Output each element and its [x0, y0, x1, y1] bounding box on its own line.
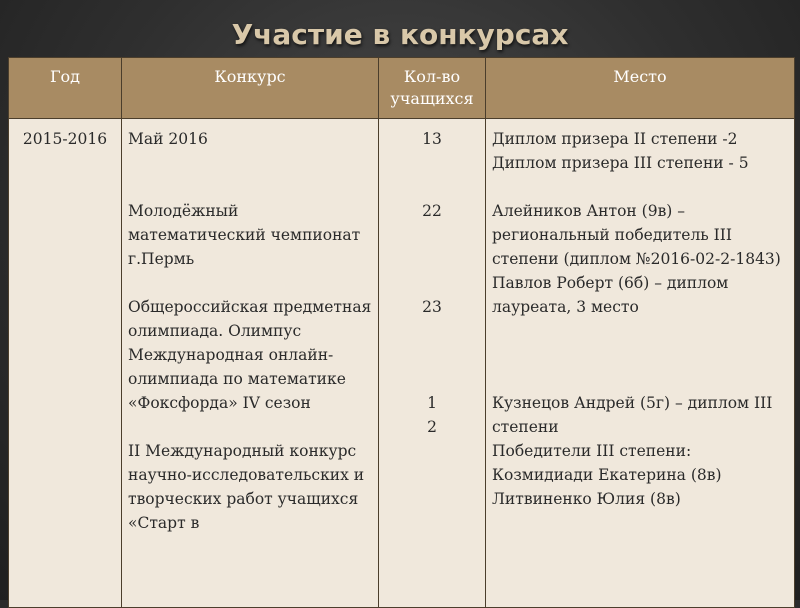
count-item: 23 [422, 298, 442, 316]
place-item: Павлов Роберт (6б) – диплом лауреата, 3 место [492, 274, 729, 316]
place-item: Диплом призера III степени - 5 [492, 154, 749, 172]
cell-contests [122, 119, 379, 608]
contest-item: Май 2016 [128, 130, 208, 148]
count-item: 1 [427, 394, 437, 412]
count-item: 13 [422, 130, 442, 148]
header-place: Место [486, 58, 795, 119]
cell-places [486, 119, 795, 608]
contest-item: Молодёжный математический чемпионат г.Пермь [128, 202, 361, 268]
contest-item: II Международный конкурс научно-исследовательских и творческих работ учащихся «Старт в [128, 442, 365, 532]
table-header-row [9, 58, 795, 119]
contest-item: Общероссийская предметная олимпиада. Олимпус [128, 298, 372, 340]
table-row [9, 119, 795, 608]
count-item: 2 [427, 418, 437, 436]
contest-item: Международная онлайн-олимпиада по математике «Фоксфорда» IV сезон [128, 346, 346, 412]
header-year: Год [9, 58, 122, 119]
slide-title: Участие в конкурсах [231, 18, 569, 51]
contests-table [8, 57, 795, 608]
place-item: Кузнецов Андрей (5г) – диплом III степени [492, 394, 773, 436]
header-count: Кол-во учащихся [379, 58, 486, 119]
count-item: 22 [422, 202, 442, 220]
cell-counts [379, 119, 486, 608]
header-contest: Конкурс [122, 58, 379, 119]
place-item: Алейников Антон (9в) – региональный победитель III степени (диплом №2016-02-2-1843) [492, 202, 781, 268]
place-item: Диплом призера II степени -2 [492, 130, 738, 148]
place-item: Победители III степени: Козмидиади Екатерина (8в) Литвиненко Юлия (8в) [492, 442, 722, 508]
cell-year: 2015-2016 [9, 119, 122, 608]
